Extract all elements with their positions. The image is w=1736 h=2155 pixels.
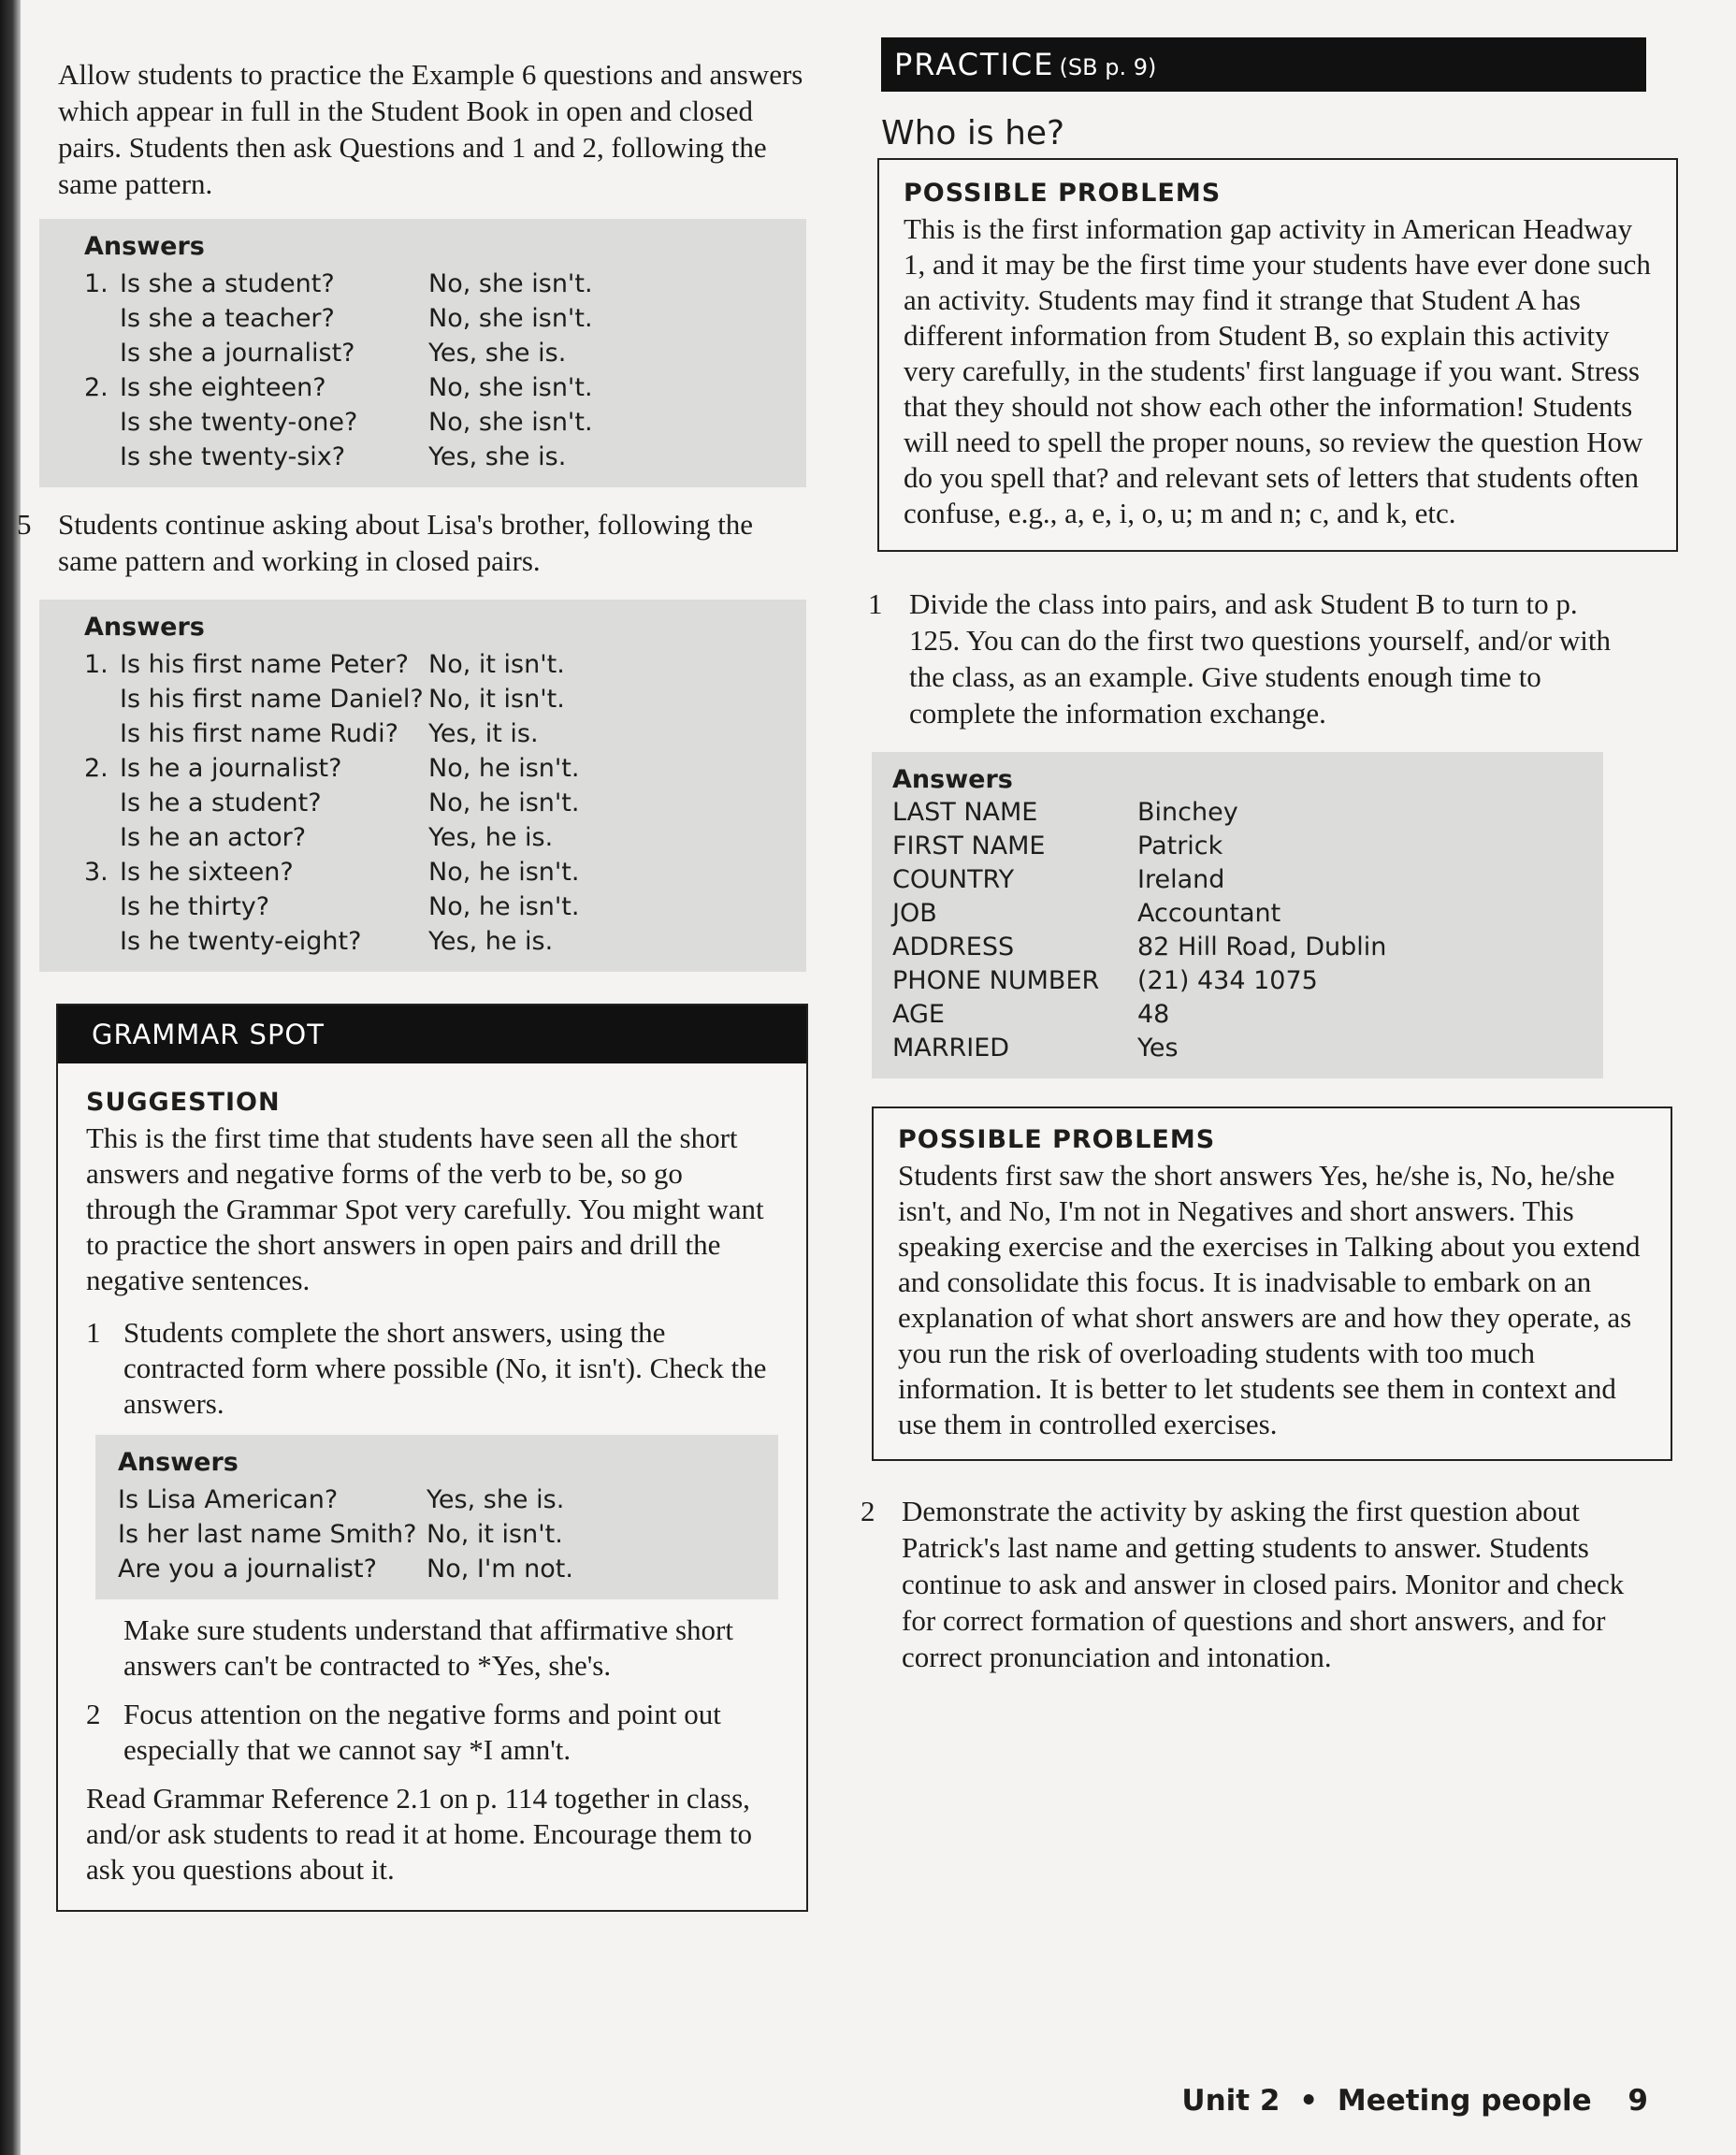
step-number: 1	[86, 1316, 101, 1349]
grammar-spot-box	[56, 1004, 808, 1912]
step-number: 5	[17, 508, 32, 541]
answer-question: Is she a student?	[120, 269, 335, 298]
info-row	[892, 863, 1386, 897]
answers-title: Answers	[118, 1448, 239, 1477]
answer-number: 1.	[84, 269, 108, 298]
answers-table-1	[84, 267, 593, 474]
info-row	[892, 796, 1386, 830]
section-heading: Who is he?	[881, 114, 1065, 152]
answer-short-answer: No, he isn't.	[428, 892, 580, 921]
answer-question: Is he a journalist?	[120, 754, 342, 783]
step-number: 2	[861, 1495, 875, 1527]
step-text: Demonstrate the activity by asking the first question about Patrick's last name and getting students to answer. Students continue to ask and answer in closed pairs. Monitor and check for correct formation of questions and short answers, and for correct pronunciation and intonation.	[902, 1495, 1625, 1673]
info-field-value: 82 Hill Road, Dublin	[1137, 933, 1387, 962]
answer-short-answer: No, he isn't.	[428, 754, 580, 783]
info-field-label: ADDRESS	[892, 933, 1015, 962]
answer-number	[84, 716, 120, 751]
intro-paragraph: Allow students to practice the Example 6 questions and answers which appear in full in the Student Book in open and closed pairs. Students then ask Questions and 1 and 2, following the same pattern.	[58, 58, 803, 200]
answers-box-2	[39, 600, 806, 972]
answer-short-answer: No, she isn't.	[428, 304, 593, 333]
step-text: Students complete the short answers, using the contracted form where possible (No, it isn't). Check the answers.	[123, 1316, 767, 1420]
answer-question: Is his first name Daniel?	[120, 685, 424, 714]
footer-separator: •	[1299, 2084, 1319, 2118]
answer-number: 2.	[84, 373, 108, 402]
practice-step-1	[868, 586, 1620, 731]
possible-problems-text: This is the first information gap activity in American Headway 1, and it may be the first time your students have ever done such an activity. Students may find it strange that Student A has different information from Student B, so explain this activity very carefully, in the students' first language if you want. Stress that they should not show each other the information! Students will need to spell the proper nouns, so review the question How do you spell that? and relevant sets of letters that students often confuse, e.g., a, e, i, o, u; m and n; c, and k, etc.	[904, 212, 1651, 529]
step-number: 1	[868, 587, 883, 620]
answer-number: 2.	[84, 754, 108, 783]
contraction-note: Make sure students understand that affirmative short answers can't be contracted to *Yes, she's.	[123, 1613, 733, 1682]
info-row	[892, 998, 1386, 1032]
info-field-value: 48	[1137, 1000, 1170, 1029]
answer-row	[84, 855, 579, 889]
answer-row	[84, 889, 579, 924]
answer-question: Is he sixteen?	[120, 858, 294, 887]
answer-short-answer: Yes, he is.	[428, 823, 554, 852]
info-row	[892, 1032, 1386, 1065]
info-field-label: JOB	[892, 899, 937, 928]
answer-question: Is Lisa American?	[118, 1485, 339, 1514]
answer-row	[84, 786, 579, 820]
answer-short-answer: Yes, it is.	[428, 719, 539, 748]
info-field-label: COUNTRY	[892, 865, 1015, 894]
answer-question: Is she eighteen?	[120, 373, 326, 402]
book-spine-shadow	[0, 0, 21, 2155]
practice-banner	[881, 37, 1646, 92]
info-field-value: Ireland	[1137, 865, 1225, 894]
answers-table-2	[84, 647, 579, 959]
answer-question: Is his first name Peter?	[120, 650, 409, 679]
footer-title: Meeting people	[1337, 2084, 1592, 2118]
answer-row	[84, 716, 579, 751]
grammar-spot-header: GRAMMAR SPOT	[58, 1005, 806, 1063]
left-column	[17, 56, 806, 1912]
answer-question: Is she twenty-one?	[120, 408, 358, 437]
answer-question: Is he twenty-eight?	[120, 927, 362, 956]
answer-row	[84, 405, 593, 440]
possible-problems-text: Students first saw the short answers Yes, he/she is, No, he/she isn't, and No, I'm not in Negatives and short answers. This speaking exercise and the exercises in Talking about you extend and consolidate this focus. It is inadvisable to embark on an explanation of what short answers are and how they operate, as you run the risk of overloading students with too much information. It is better to let students see them in context and use them in controlled exercises.	[898, 1159, 1641, 1440]
answer-short-answer: Yes, she is.	[427, 1485, 565, 1514]
info-field-value: Accountant	[1137, 899, 1281, 928]
info-row	[892, 964, 1386, 998]
info-answers-box	[872, 752, 1603, 1078]
answer-short-answer: Yes, she is.	[428, 339, 567, 368]
info-field-label: PHONE NUMBER	[892, 966, 1100, 995]
answer-row	[118, 1482, 573, 1517]
answer-question: Is he thirty?	[120, 892, 270, 921]
answers-title: Answers	[84, 613, 205, 642]
answer-number	[84, 682, 120, 716]
answers-title: Answers	[84, 232, 205, 261]
possible-problems-box-1	[877, 158, 1678, 552]
answer-question: Is she a journalist?	[120, 339, 355, 368]
answer-short-answer: No, she isn't.	[428, 373, 593, 402]
answer-question: Is he a student?	[120, 788, 322, 817]
practice-label: PRACTICE	[894, 47, 1055, 82]
answer-number	[84, 924, 120, 959]
page-footer	[1181, 2084, 1648, 2118]
answer-question: Are you a journalist?	[118, 1555, 377, 1584]
answer-number: 1.	[84, 650, 108, 679]
answer-row	[84, 682, 579, 716]
step-number: 2	[86, 1698, 101, 1730]
right-column	[861, 37, 1651, 1675]
answers-box-1	[39, 219, 806, 487]
info-row	[892, 931, 1386, 964]
answer-number	[84, 440, 120, 474]
info-field-label: FIRST NAME	[892, 832, 1046, 861]
possible-problems-label: POSSIBLE PROBLEMS	[904, 179, 1222, 208]
answer-short-answer: No, he isn't.	[428, 788, 580, 817]
answer-row	[84, 336, 593, 370]
info-field-label: MARRIED	[892, 1034, 1010, 1063]
answer-short-answer: No, she isn't.	[428, 269, 593, 298]
answer-question: Is he an actor?	[120, 823, 307, 852]
answer-short-answer: No, it isn't.	[428, 650, 565, 679]
answer-short-answer: No, it isn't.	[427, 1520, 563, 1549]
grammar-step-2	[86, 1697, 778, 1768]
answer-row	[84, 751, 579, 786]
answer-row	[84, 924, 579, 959]
answer-short-answer: No, he isn't.	[428, 858, 580, 887]
info-field-value: Patrick	[1137, 832, 1223, 861]
answer-short-answer: No, it isn't.	[428, 685, 565, 714]
answer-question: Is her last name Smith?	[118, 1520, 417, 1549]
answer-row	[84, 370, 593, 405]
answer-number: 3.	[84, 858, 108, 887]
answer-short-answer: Yes, she is.	[428, 442, 567, 471]
answer-short-answer: Yes, he is.	[428, 927, 554, 956]
possible-problems-label: POSSIBLE PROBLEMS	[898, 1125, 1216, 1154]
suggestion-label: SUGGESTION	[86, 1088, 281, 1117]
info-field-value: Binchey	[1137, 798, 1238, 827]
info-row	[892, 897, 1386, 931]
suggestion-text: This is the first time that students have seen all the short answers and negative forms of the verb to be, so go through the Grammar Spot very carefully. You might want to practice the short answers in open pairs and drill the negative sentences.	[86, 1121, 764, 1296]
answer-row	[84, 647, 579, 682]
answer-short-answer: No, I'm not.	[427, 1555, 573, 1584]
answer-number	[84, 405, 120, 440]
possible-problems-box-2	[872, 1106, 1672, 1461]
step-text: Divide the class into pairs, and ask Student B to turn to p. 125. You can do the first two questions yourself, and/or with the class, as an example. Give students enough time to complete the information exchange.	[909, 587, 1611, 730]
info-answers-table	[892, 796, 1386, 1065]
info-field-label: LAST NAME	[892, 798, 1038, 827]
answer-row	[118, 1517, 573, 1552]
answer-question: Is his first name Rudi?	[120, 719, 399, 748]
answer-row	[84, 440, 593, 474]
info-field-value: (21) 434 1075	[1137, 966, 1318, 995]
answer-row	[84, 267, 593, 301]
answer-question: Is she a teacher?	[120, 304, 335, 333]
answer-question: Is she twenty-six?	[120, 442, 346, 471]
footer-unit: Unit 2	[1181, 2084, 1280, 2118]
grammar-answers-table	[118, 1482, 573, 1586]
step-text: Students continue asking about Lisa's brother, following the same pattern and working in closed pairs.	[58, 508, 754, 577]
answer-number	[84, 889, 120, 924]
info-row	[892, 830, 1386, 863]
answer-number	[84, 301, 120, 336]
answer-number	[84, 820, 120, 855]
answers-title: Answers	[892, 765, 1013, 794]
practice-ref: (SB p. 9)	[1059, 54, 1157, 80]
info-field-value: Yes	[1137, 1034, 1179, 1063]
step-5	[17, 506, 806, 579]
answer-row	[84, 820, 579, 855]
info-field-label: AGE	[892, 1000, 945, 1029]
grammar-reference-note: Read Grammar Reference 2.1 on p. 114 together in class, and/or ask students to read it at home. Encourage them to ask you questions about it.	[86, 1782, 752, 1886]
practice-step-2	[861, 1493, 1650, 1675]
answer-row	[118, 1552, 573, 1586]
grammar-answers-box	[95, 1435, 778, 1599]
grammar-step-1	[86, 1315, 778, 1422]
step-text: Focus attention on the negative forms and point out especially that we cannot say *I amn't.	[123, 1698, 721, 1766]
answer-short-answer: No, she isn't.	[428, 408, 593, 437]
answer-row	[84, 301, 593, 336]
answer-number	[84, 786, 120, 820]
page-number: 9	[1628, 2084, 1648, 2118]
answer-number	[84, 336, 120, 370]
